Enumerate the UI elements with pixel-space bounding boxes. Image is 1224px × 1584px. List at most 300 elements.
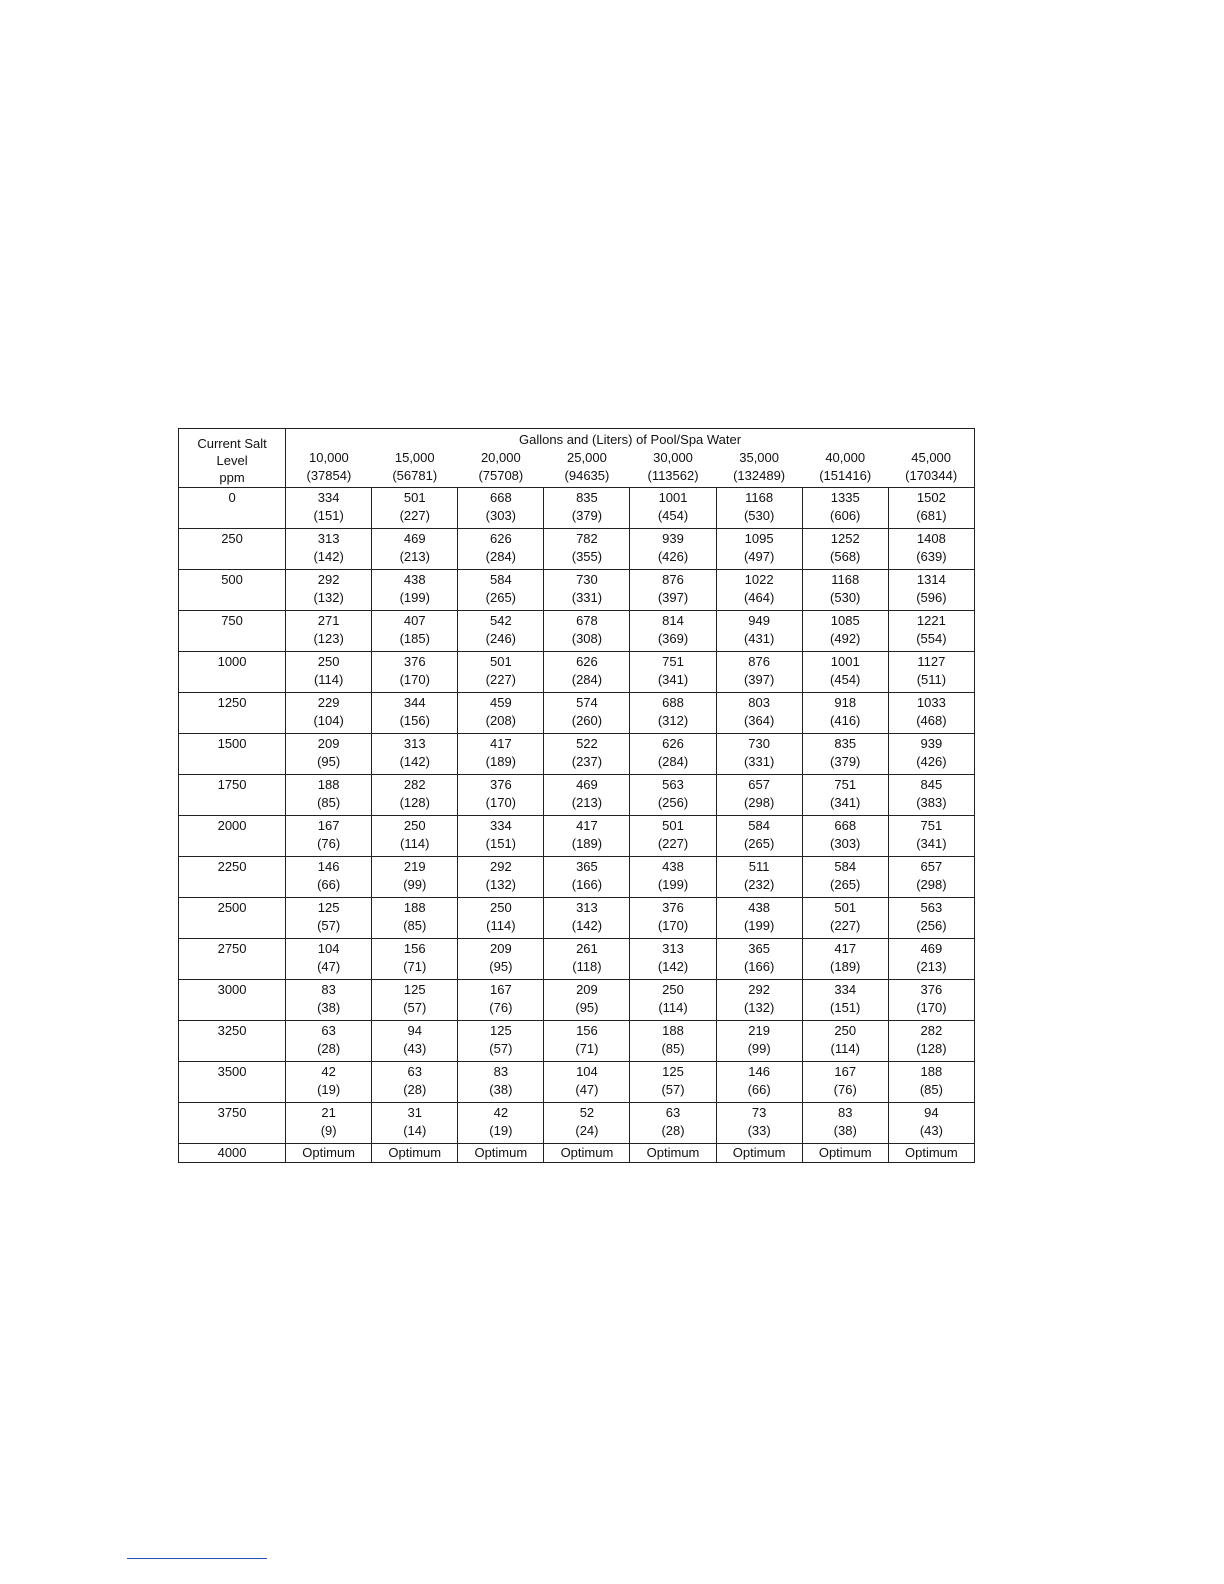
pounds-value: 751	[662, 654, 684, 669]
pounds-value: 407	[403, 613, 426, 628]
kilograms-value: (303)	[485, 508, 517, 523]
salt-amount-cell	[544, 488, 630, 529]
pounds-value: 292	[748, 982, 770, 997]
salt-amount-cell	[372, 1062, 458, 1103]
salt-amount-cell	[888, 570, 974, 611]
kilograms-value: (57)	[403, 1000, 427, 1015]
kilograms-value: (468)	[916, 713, 947, 728]
volume-column-header	[716, 449, 802, 488]
pounds-value: 657	[920, 859, 943, 874]
kilograms-value: (208)	[485, 713, 517, 728]
salt-amount-cell	[458, 980, 544, 1021]
water-volume-group-header: Gallons and (Liters) of Pool/Spa Water	[286, 429, 975, 450]
salt-amount-cell	[630, 939, 716, 980]
kilograms-value: (170)	[485, 795, 517, 810]
kilograms-value: (246)	[485, 631, 517, 646]
salt-amount-cell	[544, 857, 630, 898]
pounds-value: 1033	[916, 695, 946, 710]
volume-header-row	[179, 449, 975, 488]
salt-amount-cell	[286, 857, 372, 898]
kilograms-value: (66)	[747, 1082, 771, 1097]
kilograms-value: (24)	[575, 1123, 599, 1138]
pounds-value: 626	[576, 654, 598, 669]
salt-level-cell: 3000	[179, 980, 286, 1021]
salt-level-cell: 0	[179, 488, 286, 529]
salt-amount-cell	[630, 980, 716, 1021]
salt-amount-cell	[544, 1062, 630, 1103]
kilograms-value: (227)	[485, 672, 517, 687]
salt-level-cell: 750	[179, 611, 286, 652]
salt-amount-cell	[802, 857, 888, 898]
kilograms-value: (128)	[399, 795, 430, 810]
kilograms-value: (464)	[743, 590, 775, 605]
kilograms-value: (156)	[399, 713, 430, 728]
salt-amount-cell	[458, 816, 544, 857]
salt-amount-cell	[372, 734, 458, 775]
salt-amount-cell	[630, 693, 716, 734]
salt-amount-cell	[286, 570, 372, 611]
table-row	[179, 734, 975, 775]
optimum-cell: Optimum	[630, 1144, 716, 1163]
pounds-value: 104	[317, 941, 340, 956]
salt-amount-cell	[372, 488, 458, 529]
salt-amount-cell	[888, 898, 974, 939]
pounds-value: 438	[403, 572, 426, 587]
gallons-label: 45,000	[911, 450, 952, 465]
pounds-value: 167	[489, 982, 512, 997]
pounds-value: 125	[489, 1023, 512, 1038]
pounds-value: 584	[834, 859, 857, 874]
gallons-label: 25,000	[567, 450, 607, 465]
salt-amount-cell	[544, 939, 630, 980]
pounds-value: 876	[662, 572, 684, 587]
kilograms-value: (114)	[313, 672, 344, 687]
pounds-value: 313	[403, 736, 426, 751]
pounds-value: 563	[920, 900, 943, 915]
salt-amount-cell	[458, 529, 544, 570]
salt-amount-cell	[716, 898, 802, 939]
kilograms-value: (227)	[399, 508, 430, 523]
pounds-value: 918	[834, 695, 857, 710]
kilograms-value: (189)	[485, 754, 517, 769]
kilograms-value: (166)	[743, 959, 775, 974]
kilograms-value: (76)	[833, 1082, 857, 1097]
pounds-value: 261	[576, 941, 598, 956]
kilograms-value: (142)	[399, 754, 430, 769]
pounds-value: 156	[576, 1023, 598, 1038]
pounds-value: 219	[403, 859, 426, 874]
pounds-value: 63	[665, 1105, 681, 1120]
kilograms-value: (606)	[830, 508, 861, 523]
kilograms-value: (185)	[399, 631, 430, 646]
kilograms-value: (364)	[743, 713, 775, 728]
salt-amount-cell	[544, 570, 630, 611]
salt-amount-cell	[716, 529, 802, 570]
salt-amount-cell	[716, 939, 802, 980]
salt-amount-cell	[372, 570, 458, 611]
salt-amount-cell	[458, 734, 544, 775]
optimum-cell: Optimum	[802, 1144, 888, 1163]
salt-amount-cell	[372, 857, 458, 898]
salt-amount-cell	[458, 857, 544, 898]
pounds-value: 668	[489, 490, 512, 505]
kilograms-value: (303)	[830, 836, 861, 851]
pounds-value: 501	[489, 654, 512, 669]
pounds-value: 574	[576, 695, 598, 710]
kilograms-value: (426)	[657, 549, 689, 564]
kilograms-value: (284)	[485, 549, 517, 564]
kilograms-value: (256)	[916, 918, 947, 933]
kilograms-value: (132)	[743, 1000, 775, 1015]
pounds-value: 167	[317, 818, 340, 833]
kilograms-value: (199)	[657, 877, 689, 892]
kilograms-value: (199)	[399, 590, 430, 605]
salt-level-cell: 3750	[179, 1103, 286, 1144]
kilograms-value: (19)	[489, 1123, 513, 1138]
kilograms-value: (639)	[916, 549, 947, 564]
kilograms-value: (71)	[403, 959, 427, 974]
optimum-cell: Optimum	[544, 1144, 630, 1163]
salt-amount-cell	[802, 734, 888, 775]
salt-amount-cell	[716, 611, 802, 652]
pounds-value: 417	[489, 736, 512, 751]
salt-amount-cell	[458, 1103, 544, 1144]
salt-amount-cell	[372, 1021, 458, 1062]
pounds-value: 803	[748, 695, 770, 710]
salt-amount-cell	[286, 816, 372, 857]
kilograms-value: (492)	[830, 631, 861, 646]
kilograms-value: (379)	[571, 508, 603, 523]
kilograms-value: (260)	[571, 713, 603, 728]
salt-amount-cell	[716, 775, 802, 816]
salt-amount-cell	[802, 1062, 888, 1103]
salt-amount-cell	[372, 1103, 458, 1144]
pounds-value: 104	[576, 1064, 598, 1079]
salt-amount-cell	[716, 1062, 802, 1103]
kilograms-value: (114)	[400, 836, 430, 851]
salt-amount-cell	[802, 652, 888, 693]
footnote-separator	[127, 1558, 267, 1559]
kilograms-value: (95)	[489, 959, 513, 974]
kilograms-value: (47)	[317, 959, 341, 974]
salt-amount-cell	[372, 980, 458, 1021]
kilograms-value: (331)	[743, 754, 775, 769]
pounds-value: 563	[662, 777, 684, 792]
salt-amount-cell	[630, 611, 716, 652]
pounds-value: 125	[662, 1064, 684, 1079]
kilograms-value: (170)	[399, 672, 430, 687]
pounds-value: 1252	[830, 531, 860, 546]
salt-amount-cell	[630, 816, 716, 857]
kilograms-value: (312)	[657, 713, 689, 728]
salt-level-header	[179, 429, 286, 488]
salt-amount-cell	[716, 857, 802, 898]
pounds-value: 1314	[916, 572, 946, 587]
kilograms-value: (28)	[403, 1082, 427, 1097]
pounds-value: 688	[662, 695, 684, 710]
pounds-value: 1022	[744, 572, 774, 587]
kilograms-value: (142)	[313, 549, 344, 564]
salt-amount-cell	[458, 1062, 544, 1103]
kilograms-value: (237)	[571, 754, 603, 769]
pounds-value: 344	[403, 695, 426, 710]
pounds-value: 542	[489, 613, 512, 628]
kilograms-value: (142)	[571, 918, 603, 933]
salt-level-cell: 3500	[179, 1062, 286, 1103]
kilograms-value: (128)	[916, 1041, 947, 1056]
kilograms-value: (681)	[916, 508, 947, 523]
pounds-value: 156	[403, 941, 426, 956]
pounds-value: 229	[317, 695, 340, 710]
pounds-value: 469	[576, 777, 598, 792]
kilograms-value: (114)	[830, 1041, 860, 1056]
pounds-value: 167	[834, 1064, 857, 1079]
volume-column-header	[286, 449, 372, 488]
kilograms-value: (426)	[916, 754, 947, 769]
pounds-value: 334	[834, 982, 857, 997]
optimum-cell: Optimum	[286, 1144, 372, 1163]
salt-amount-cell	[802, 939, 888, 980]
volume-column-header	[544, 449, 630, 488]
salt-amount-cell	[372, 693, 458, 734]
salt-amount-cell	[372, 652, 458, 693]
pounds-value: 365	[748, 941, 770, 956]
pounds-value: 522	[576, 736, 598, 751]
salt-amount-cell	[716, 652, 802, 693]
salt-level-cell: 2000	[179, 816, 286, 857]
kilograms-value: (298)	[916, 877, 947, 892]
pounds-value: 469	[403, 531, 426, 546]
salt-amount-cell	[458, 652, 544, 693]
salt-amount-cell	[716, 488, 802, 529]
volume-column-header	[802, 449, 888, 488]
salt-amount-cell	[372, 898, 458, 939]
salt-amount-cell	[888, 939, 974, 980]
kilograms-value: (43)	[403, 1041, 427, 1056]
pounds-value: 782	[576, 531, 598, 546]
pounds-value: 63	[321, 1023, 336, 1038]
kilograms-value: (341)	[657, 672, 689, 687]
pounds-value: 292	[489, 859, 512, 874]
kilograms-value: (57)	[489, 1041, 513, 1056]
kilograms-value: (118)	[572, 959, 602, 974]
salt-amount-cell	[544, 980, 630, 1021]
kilograms-value: (114)	[486, 918, 516, 933]
salt-amount-cell	[286, 939, 372, 980]
table-row	[179, 1062, 975, 1103]
gallons-label: 30,000	[653, 450, 693, 465]
salt-amount-cell	[372, 816, 458, 857]
pounds-value: 376	[920, 982, 943, 997]
salt-amount-cell	[544, 1103, 630, 1144]
pounds-value: 730	[748, 736, 770, 751]
pounds-value: 678	[576, 613, 598, 628]
pounds-value: 282	[403, 777, 426, 792]
table-row	[179, 857, 975, 898]
kilograms-value: (132)	[313, 590, 344, 605]
volume-column-header	[372, 449, 458, 488]
pounds-value: 438	[662, 859, 684, 874]
pounds-value: 876	[748, 654, 770, 669]
salt-amount-cell	[544, 693, 630, 734]
salt-amount-cell	[802, 611, 888, 652]
kilograms-value: (104)	[313, 713, 344, 728]
salt-level-cell: 1250	[179, 693, 286, 734]
pounds-value: 125	[317, 900, 340, 915]
salt-amount-cell	[630, 1021, 716, 1062]
pounds-value: 94	[407, 1023, 422, 1038]
salt-amount-cell	[716, 1103, 802, 1144]
salt-amount-cell	[630, 1103, 716, 1144]
pounds-value: 1001	[830, 654, 860, 669]
salt-amount-cell	[888, 980, 974, 1021]
pounds-value: 31	[407, 1105, 422, 1120]
pounds-value: 501	[662, 818, 684, 833]
pounds-value: 63	[407, 1064, 422, 1079]
pounds-value: 1095	[744, 531, 774, 546]
salt-amount-cell	[458, 1021, 544, 1062]
kilograms-value: (213)	[399, 549, 430, 564]
kilograms-value: (511)	[916, 672, 947, 687]
salt-amount-cell	[716, 1021, 802, 1062]
salt-level-cell: 2250	[179, 857, 286, 898]
table-row	[179, 570, 975, 611]
pounds-value: 939	[662, 531, 684, 546]
pounds-value: 42	[321, 1064, 336, 1079]
salt-amount-cell	[802, 488, 888, 529]
kilograms-value: (99)	[747, 1041, 771, 1056]
kilograms-value: (166)	[571, 877, 603, 892]
pounds-value: 52	[579, 1105, 595, 1120]
salt-amount-cell	[630, 775, 716, 816]
pounds-value: 146	[748, 1064, 770, 1079]
salt-amount-cell	[544, 529, 630, 570]
kilograms-value: (142)	[657, 959, 689, 974]
pounds-value: 438	[748, 900, 770, 915]
volume-column-header	[630, 449, 716, 488]
salt-amount-cell	[888, 611, 974, 652]
table-row	[179, 611, 975, 652]
pounds-value: 83	[837, 1105, 853, 1120]
salt-amount-cell	[630, 857, 716, 898]
pounds-value: 835	[834, 736, 857, 751]
table-row	[179, 1103, 975, 1144]
kilograms-value: (47)	[575, 1082, 599, 1097]
kilograms-value: (497)	[743, 549, 775, 564]
salt-amount-cell	[372, 939, 458, 980]
pounds-value: 42	[493, 1105, 509, 1120]
kilograms-value: (95)	[317, 754, 341, 769]
pounds-value: 1085	[830, 613, 860, 628]
salt-amount-cell	[888, 857, 974, 898]
table-row	[179, 816, 975, 857]
salt-amount-cell	[544, 611, 630, 652]
kilograms-value: (416)	[830, 713, 861, 728]
salt-amount-cell	[286, 611, 372, 652]
pounds-value: 376	[662, 900, 684, 915]
kilograms-value: (397)	[743, 672, 775, 687]
kilograms-value: (213)	[571, 795, 603, 810]
volume-column-header	[888, 449, 974, 488]
salt-amount-cell	[888, 693, 974, 734]
kilograms-value: (85)	[403, 918, 427, 933]
table-row-optimum	[179, 1144, 975, 1163]
salt-amount-cell	[802, 1103, 888, 1144]
gallons-label: 35,000	[739, 450, 779, 465]
salt-level-cell: 1500	[179, 734, 286, 775]
table-header	[179, 429, 975, 488]
pounds-value: 501	[834, 900, 857, 915]
salt-requirement-table	[178, 428, 975, 1163]
kilograms-value: (151)	[313, 508, 344, 523]
salt-amount-cell	[716, 693, 802, 734]
salt-amount-cell	[286, 734, 372, 775]
salt-amount-cell	[630, 488, 716, 529]
kilograms-value: (454)	[830, 672, 861, 687]
liters-label: (170344)	[905, 468, 958, 483]
salt-amount-cell	[802, 1021, 888, 1062]
pounds-value: 814	[662, 613, 684, 628]
kilograms-value: (331)	[571, 590, 603, 605]
pounds-value: 501	[403, 490, 426, 505]
table-row	[179, 488, 975, 529]
salt-level-cell: 4000	[179, 1144, 286, 1163]
kilograms-value: (431)	[743, 631, 775, 646]
salt-amount-cell	[716, 980, 802, 1021]
salt-amount-cell	[286, 898, 372, 939]
kilograms-value: (199)	[743, 918, 775, 933]
salt-amount-cell	[888, 529, 974, 570]
pounds-value: 1168	[745, 490, 774, 505]
kilograms-value: (298)	[743, 795, 775, 810]
kilograms-value: (14)	[403, 1123, 427, 1138]
liters-label: (113562)	[647, 468, 699, 483]
kilograms-value: (308)	[571, 631, 603, 646]
pounds-value: 584	[489, 572, 512, 587]
pounds-value: 376	[403, 654, 426, 669]
pounds-value: 626	[662, 736, 684, 751]
salt-amount-cell	[372, 775, 458, 816]
kilograms-value: (43)	[919, 1123, 943, 1138]
pounds-value: 835	[576, 490, 598, 505]
salt-amount-cell	[286, 980, 372, 1021]
pounds-value: 459	[489, 695, 512, 710]
salt-level-cell: 1000	[179, 652, 286, 693]
liters-label: (75708)	[478, 468, 524, 483]
pounds-value: 584	[748, 818, 770, 833]
kilograms-value: (28)	[661, 1123, 685, 1138]
kilograms-value: (151)	[485, 836, 517, 851]
salt-amount-cell	[802, 775, 888, 816]
kilograms-value: (170)	[657, 918, 689, 933]
table-row	[179, 529, 975, 570]
salt-amount-cell	[286, 693, 372, 734]
pounds-value: 845	[920, 777, 943, 792]
kilograms-value: (530)	[743, 508, 775, 523]
table-row	[179, 898, 975, 939]
pounds-value: 939	[920, 736, 943, 751]
kilograms-value: (189)	[571, 836, 603, 851]
kilograms-value: (132)	[485, 877, 517, 892]
pounds-value: 188	[317, 777, 340, 792]
liters-label: (151416)	[819, 468, 872, 483]
kilograms-value: (284)	[571, 672, 603, 687]
kilograms-value: (28)	[317, 1041, 341, 1056]
salt-amount-cell	[458, 775, 544, 816]
salt-amount-cell	[716, 816, 802, 857]
salt-level-header-line: Level	[216, 453, 248, 468]
table-row	[179, 775, 975, 816]
